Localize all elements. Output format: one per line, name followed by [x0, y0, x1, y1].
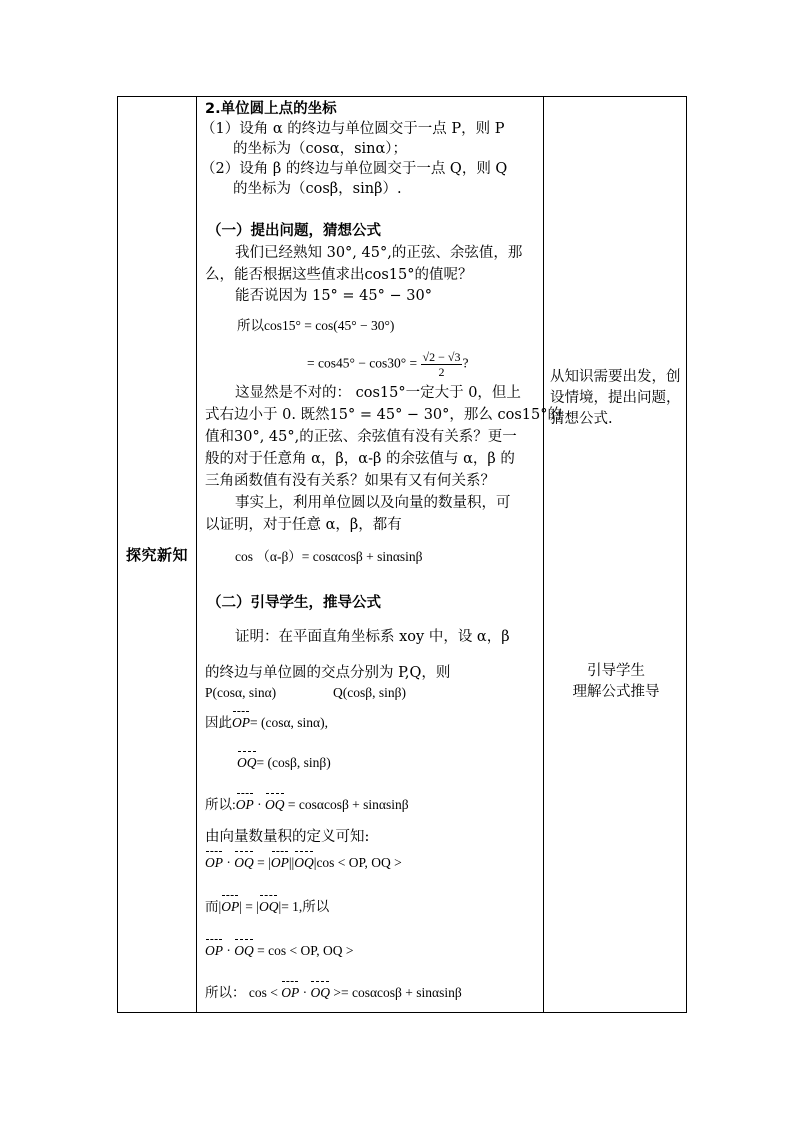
- vector-oq-7: OQ: [310, 983, 330, 1003]
- part1-line-5: [307, 350, 468, 379]
- therefore-label: 因此: [205, 715, 232, 730]
- vector-OQ-line: [237, 753, 331, 773]
- section-title: 2.单位圆上点的坐标: [205, 101, 337, 117]
- vector-oq-6: OQ: [234, 941, 254, 961]
- so-label: 所以:: [205, 797, 236, 812]
- unit-length-line: 而|OP| = |OQ|= 1,所以: [205, 897, 329, 917]
- vector-oq-value: = (cosβ, sinβ): [256, 755, 331, 770]
- vector-op-3: OP: [205, 853, 223, 873]
- vector-op-value: = (cosα, sinα),: [250, 715, 329, 730]
- point-2-cont: 的坐标为（cosβ，sinβ）.: [233, 181, 402, 197]
- conclusion-label: 所以： cos <: [205, 985, 278, 1000]
- vector-op-2: OP: [236, 795, 254, 815]
- part1-line-6: 这显然是不对的： cos15°一定大于 0，但上: [235, 385, 521, 401]
- stage-label: 探究新知: [125, 546, 188, 564]
- part1-title: （一）提出问题，猜想公式: [207, 223, 381, 239]
- note-1: 从知识需要出发，创设情境，提出问题，猜想公式.: [550, 369, 681, 427]
- part1-line-4: 所以cos15° = cos(45° − 30°): [237, 318, 395, 333]
- vector-oq-5: OQ: [259, 897, 279, 917]
- vector-op: OP: [232, 713, 250, 733]
- vector-oq-2: OQ: [265, 795, 285, 815]
- conclusion-line: 所以： cos < OP · OQ >= cosαcosβ + sinαsinβ: [205, 983, 462, 1003]
- content-cell: [197, 97, 562, 1013]
- conclusion-value: >= cosαcosβ + sinαsinβ: [333, 985, 462, 1000]
- definition-line: 由向量数量积的定义可知:: [205, 829, 370, 845]
- note-2: 引导学生 理解公式推导: [572, 663, 660, 700]
- part1-line-2: 么，能否根据这些值求出cos15°的值呢？: [205, 267, 473, 283]
- fraction-numerator: √2 − √3: [422, 350, 461, 364]
- part1-line-1: 我们已经熟知 30°, 45°,的正弦、余弦值，那: [235, 245, 523, 261]
- point-2: （2）设角 β 的终边与单位圆交于一点 Q，则 Q: [201, 161, 508, 177]
- fraction: [421, 350, 463, 379]
- part1-line-11: 事实上，利用单位圆以及向量的数量积，可: [235, 495, 511, 511]
- part1-line-8: 值和30°, 45°,的正弦、余弦值有没有关系？更一: [205, 429, 517, 445]
- part1-line-3: 能否说因为 15° = 45° − 30°: [235, 288, 432, 304]
- dot-product-value: = cosαcosβ + sinαsinβ: [287, 797, 409, 812]
- fraction-question: ?: [462, 355, 469, 371]
- part2-line-2: 的终边与单位圆的交点分别为 P,Q，则: [205, 665, 451, 681]
- notes-cell: [544, 97, 687, 1013]
- part2-line-1: 证明：在平面直角坐标系 xoy 中，设 α，β: [235, 629, 510, 645]
- vector-OP-line: [205, 713, 328, 733]
- definition-formula: OP · OQ = |OP||OQ|cos < OP, OQ >: [205, 853, 402, 873]
- vector-op-4: OP: [271, 853, 289, 873]
- point-1: （1）设角 α 的终边与单位圆交于一点 P，则 P: [201, 121, 505, 137]
- dot-product-line: 所以:OP · OQ = cosαcosβ + sinαsinβ: [205, 795, 409, 815]
- unit-length-value: = 1,所以: [281, 899, 330, 914]
- cos-angle-value: = cos < OP, OQ >: [257, 943, 354, 958]
- point-Q-coords: Q(cosβ, sinβ): [333, 685, 406, 700]
- vector-oq-4: OQ: [294, 853, 314, 873]
- fraction-denominator: 2: [438, 365, 445, 379]
- point-1-cont: 的坐标为（cosα，sinα）；: [233, 141, 408, 157]
- point-P-coords: P(cosα, sinα): [205, 685, 277, 700]
- vector-oq: OQ: [237, 753, 257, 773]
- part1-line-7: 式右边小于 0. 既然15° = 45° − 30°，那么 cos15°的: [205, 407, 562, 423]
- vector-op-6: OP: [205, 941, 223, 961]
- part1-line-9: 般的对于任意角 α，β，α-β 的余弦值与 α，β 的: [205, 451, 515, 467]
- definition-cos: cos < OP, OQ >: [316, 855, 402, 870]
- cos-angle-line: OP · OQ = cos < OP, OQ >: [205, 941, 353, 961]
- lesson-table: [117, 96, 687, 1013]
- part1-formula: cos （α-β）= cosαcosβ + sinαsinβ: [235, 549, 423, 564]
- part1-line-12: 以证明，对于任意 α，β，都有: [205, 517, 402, 533]
- stage-cell: [118, 97, 197, 1013]
- vector-oq-3: OQ: [234, 853, 254, 873]
- vector-op-7: OP: [281, 983, 299, 1003]
- and-label: 而: [205, 899, 219, 914]
- part1-line-10: 三角函数值有没有关系？如果有又有何关系？: [205, 473, 495, 489]
- part2-title: （二）引导学生，推导公式: [207, 595, 381, 611]
- vector-op-5: OP: [221, 897, 239, 917]
- part1-eq-text: = cos45° − cos30° =: [307, 355, 418, 371]
